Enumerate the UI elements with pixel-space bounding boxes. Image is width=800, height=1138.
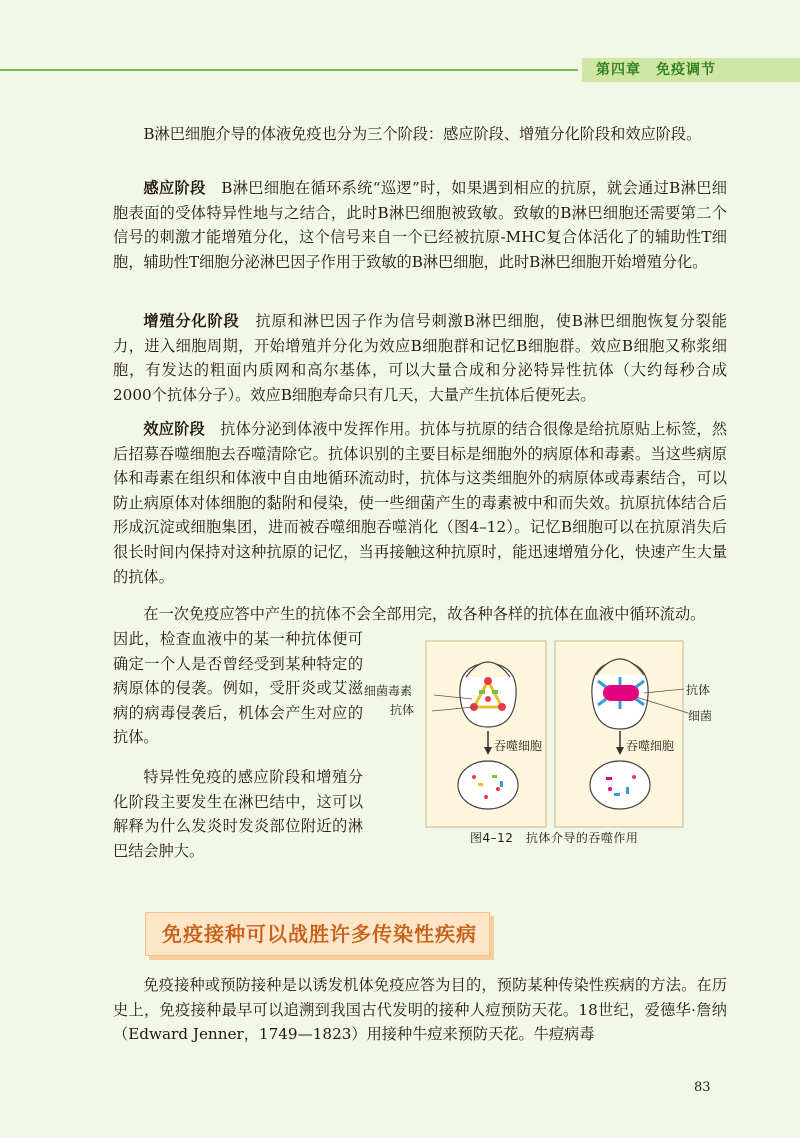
term-induction: 感应阶段 [143, 179, 206, 197]
left-phagocyte-digesting [458, 761, 518, 809]
toxin-dot-1 [484, 677, 492, 685]
page-number: 83 [694, 1080, 711, 1095]
paragraph-detection: 因此，检查血液中的某一种抗体便可确定一个人是否曾经受到某种特定的病原体的侵袭。例如，受肝炎或艾滋病的病毒侵袭后，机体会产生对应的抗体。 [113, 630, 363, 747]
label-bacterial-toxin: 细菌毒素 [364, 684, 413, 698]
section-heading: 免疫接种可以战胜许多传染性疾病 [145, 912, 490, 956]
running-header [0, 58, 800, 82]
paragraph-circulation: 在一次免疫应答中产生的抗体不会全部用完，故各种各样的抗体在血液中循环流动。 [143, 605, 706, 623]
paragraph-effector [113, 417, 727, 589]
term-effector: 效应阶段 [143, 420, 205, 438]
chapter-label: 第四章 免疫调节 [582, 58, 800, 82]
figure-illustration [388, 637, 728, 837]
paragraph-induction [113, 176, 727, 274]
text-induction: B淋巴细胞在循环系统“巡逻”时，如果遇到相应的抗原，就会通过B淋巴细胞表面的受体特异性地与之结合，此时B淋巴细胞被致敏。致敏的B淋巴细胞还需要第二个信号的刺激才能增殖分化，这个信号来自一个已经被抗原-MHC复合体活化了的辅助性T细胞，辅助性T细胞分泌淋巴因子作用于致敏的B淋巴细胞，此时B淋巴细胞开始增殖分化。 [113, 179, 727, 271]
toxin-dot-3 [498, 703, 506, 711]
label-phagocyte-left: 吞噬细胞 [494, 739, 543, 753]
term-proliferation: 增殖分化阶段 [143, 312, 240, 330]
label-phagocyte-right: 吞噬细胞 [626, 739, 675, 753]
right-phagocyte-digesting [590, 761, 650, 809]
label-bacteria: 细菌 [688, 709, 713, 723]
figure-caption: 图4–12 抗体介导的吞噬作用 [470, 831, 639, 845]
paragraph-proliferation [113, 309, 727, 407]
label-antibody-right: 抗体 [686, 683, 711, 697]
paragraph-vaccination: 免疫接种或预防接种是以诱发机体免疫应答为目的，预防某种传染性疾病的方法。在历史上，免疫接种最早可以追溯到我国古代发明的接种人痘预防天花。18世纪，爱德华·詹纳（Edward Jenner，1749—1823）用接种牛痘来预防天花。牛痘病毒 [113, 976, 727, 1044]
header-rule [0, 69, 578, 71]
label-antibody-left: 抗体 [390, 703, 415, 717]
text-effector: 抗体分泌到体液中发挥作用。抗体与抗原的结合很像是给抗原贴上标签，然后招募吞噬细胞去吞噬清除它。抗体识别的主要目标是细胞外的病原体和毒素。当这些病原体和毒素在组织和体液中自由地循环流动时，抗体与这类细胞外的病原体或毒素结合，可以防止病原体对体细胞的黏附和侵染，使一些细菌产生的毒素被中和而失效。抗原抗体结合后形成沉淀或细胞集团，进而被吞噬细胞吞噬消化（图4–12）。记忆B细胞可以在抗原消失后很长时间内保持对这种抗原的记忆，当再接触这种抗原时，能迅速增殖分化，快速产生大量的抗体。 [113, 420, 728, 586]
bacterium [603, 685, 639, 701]
paragraph-intro: B淋巴细胞介导的体液免疫也分为三个阶段：感应阶段、增殖分化阶段和效应阶段。 [143, 125, 702, 143]
figure-antibody-phagocytosis [364, 637, 728, 857]
toxin-dot-4 [485, 696, 491, 702]
text-proliferation: 抗原和淋巴因子作为信号刺激B淋巴细胞，使B淋巴细胞恢复分裂能力，进入细胞周期，开始增殖并分化为效应B细胞群和记忆B细胞群。效应B细胞又称浆细胞，有发达的粗面内质网和高尔基体，可以大量合成和分泌特异性抗体（大约每秒合成2000个抗体分子）。效应B细胞寿命只有几天，大量产生抗体后便死去。 [113, 312, 727, 404]
antibody-mark-1 [479, 690, 485, 694]
paragraph-lymph-node: 特异性免疫的感应阶段和增殖分化阶段主要发生在淋巴结中，这可以解释为什么发炎时发炎部位附近的淋巴结会肿大。 [113, 768, 363, 860]
antibody-mark-2 [492, 690, 498, 694]
